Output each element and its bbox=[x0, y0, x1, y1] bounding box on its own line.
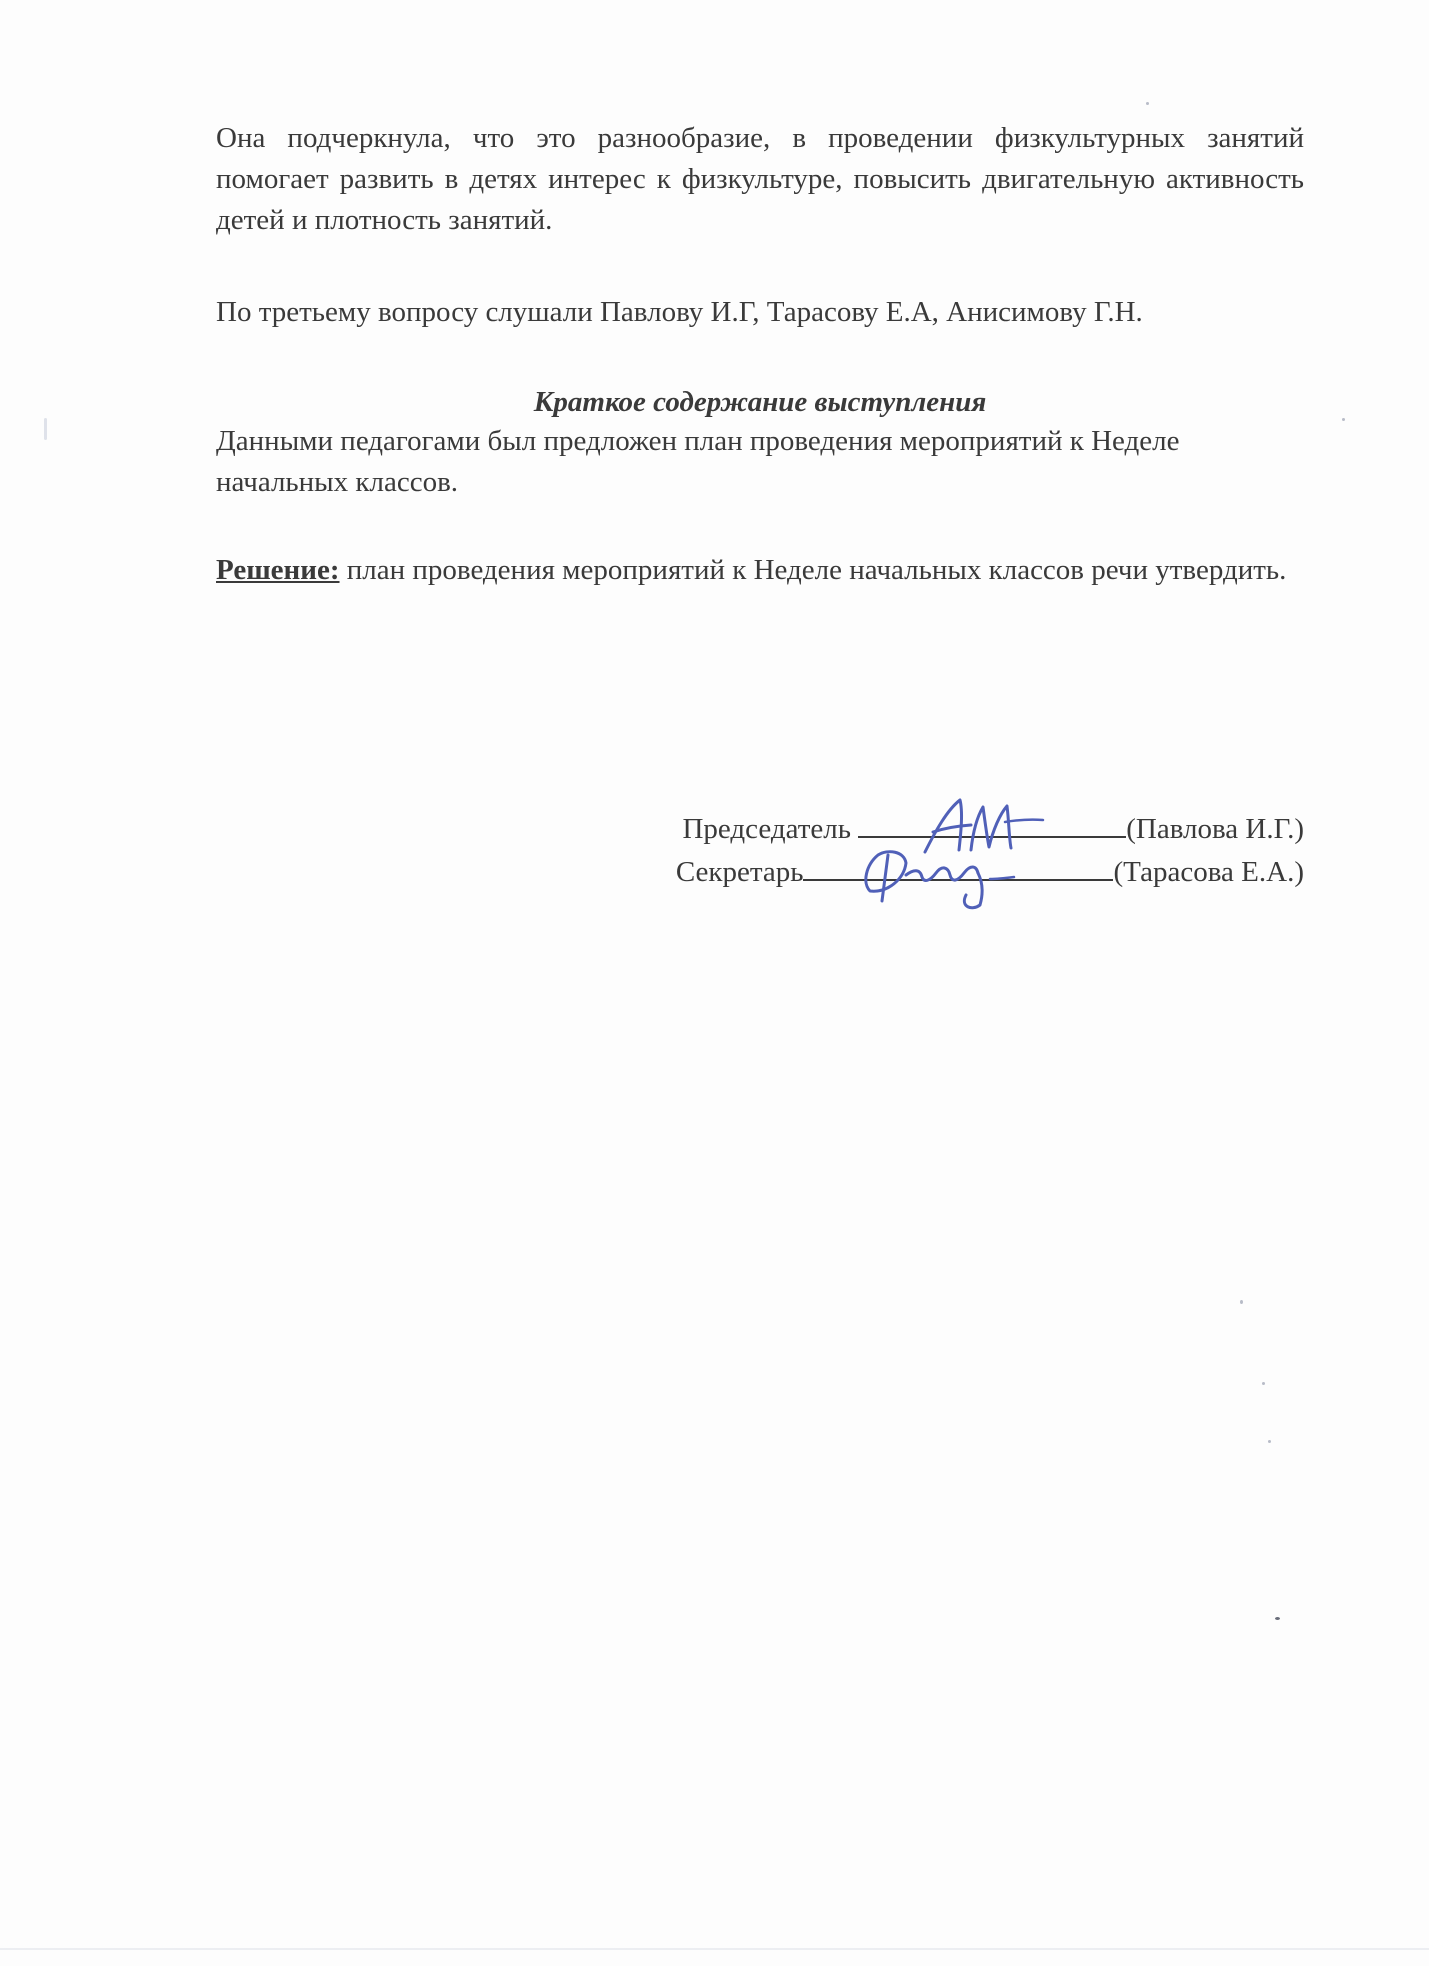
paragraph-third-question: По третьему вопросу слушали Павлову И.Г, Тарасову Е.А, Анисимову Г.Н. bbox=[216, 296, 1143, 328]
decision-label: Решение: bbox=[216, 554, 340, 586]
chairman-role: Председатель bbox=[682, 813, 851, 845]
chairman-name: (Павлова И.Г.) bbox=[1126, 813, 1304, 845]
scan-speck bbox=[44, 418, 47, 440]
decision-text: план проведения мероприятий к Неделе начальных классов речи утвердить. bbox=[339, 554, 1287, 586]
decision-paragraph bbox=[216, 550, 1304, 591]
paragraph-physical-education: Она подчеркнула, что это разнообразие, в проведении физкультурных занятий помогает развить в детях интерес к физкультуре, повысить двигательную активность детей и плотность занятий. bbox=[216, 122, 1304, 236]
secretary-role: Секретарь bbox=[675, 856, 804, 888]
scan-speck bbox=[1275, 1617, 1280, 1620]
secretary-name: (Тарасова Е.А.) bbox=[1113, 856, 1304, 888]
secretary-handwritten-signature bbox=[848, 835, 1038, 915]
section-heading: Краткое содержание выступления bbox=[533, 386, 987, 418]
scan-speck bbox=[1240, 1300, 1243, 1304]
scan-speck bbox=[1268, 1440, 1271, 1443]
scan-speck bbox=[1342, 418, 1345, 421]
scan-speck bbox=[1262, 1382, 1265, 1385]
scan-speck bbox=[1146, 102, 1149, 105]
scan-bottom-edge bbox=[0, 1948, 1429, 1950]
paragraph-teachers-plan: Данными педагогами был предложен план проведения мероприятий к Неделе начальных классов. bbox=[216, 425, 1180, 498]
